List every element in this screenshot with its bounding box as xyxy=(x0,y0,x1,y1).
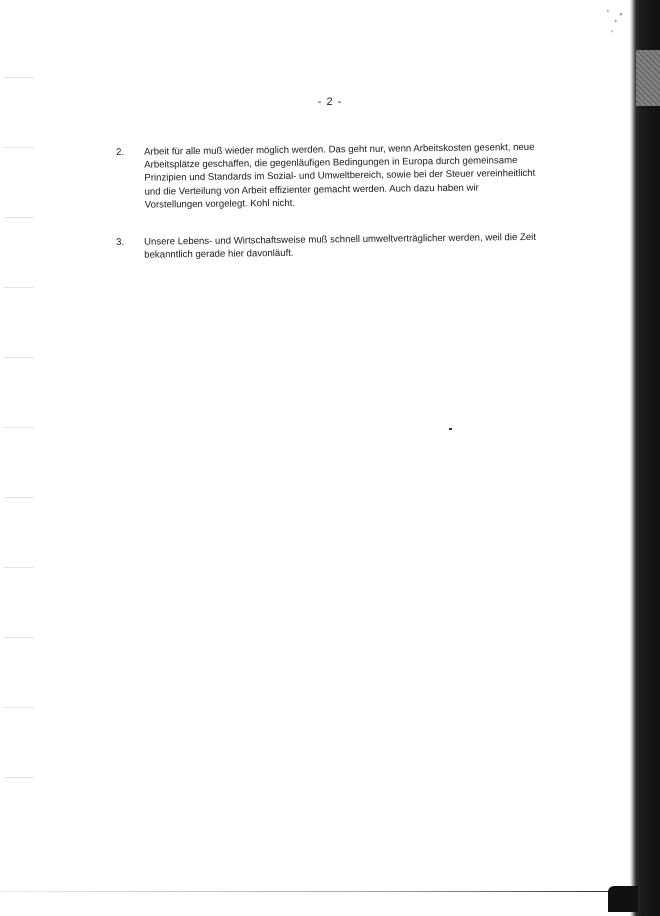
list-item-text: Arbeit für alle muß wieder möglich werden. Das geht nur, wenn Arbeitskosten gesenkt, neue Arbeitsplätze geschaffen, die gegenläufigen Bedingungen in Europa durch gemeinsame Prinzipien und Standards im Sozial- und Umweltbereich, sowie bei der Steuer vereinheitlicht und die Verteilung von Arbeit effizienter gemacht werden. Auch dazu haben wir Vorstellungen vorgelegt. Kohl nicht. xyxy=(144,141,536,211)
scan-edge-right xyxy=(630,0,660,916)
scan-speckle-left xyxy=(4,40,34,780)
list-item-number: 3. xyxy=(116,236,125,248)
scan-edge-bottom-line xyxy=(0,891,640,892)
list-item-text: Unsere Lebens- und Wirtschaftsweise muß schnell umweltverträglicher werden, weil die Zeit bekanntlich gerade hier davonläuft. xyxy=(144,231,537,261)
scan-dot xyxy=(449,428,452,430)
scan-edge-patch xyxy=(636,50,660,106)
list-item xyxy=(116,141,546,211)
page-number: - 2 - xyxy=(317,96,343,108)
list-item xyxy=(116,231,546,261)
scan-speckle-top-right xyxy=(600,4,626,38)
list-item-number: 2. xyxy=(116,146,125,158)
scan-edge-bottom-corner xyxy=(608,886,638,912)
